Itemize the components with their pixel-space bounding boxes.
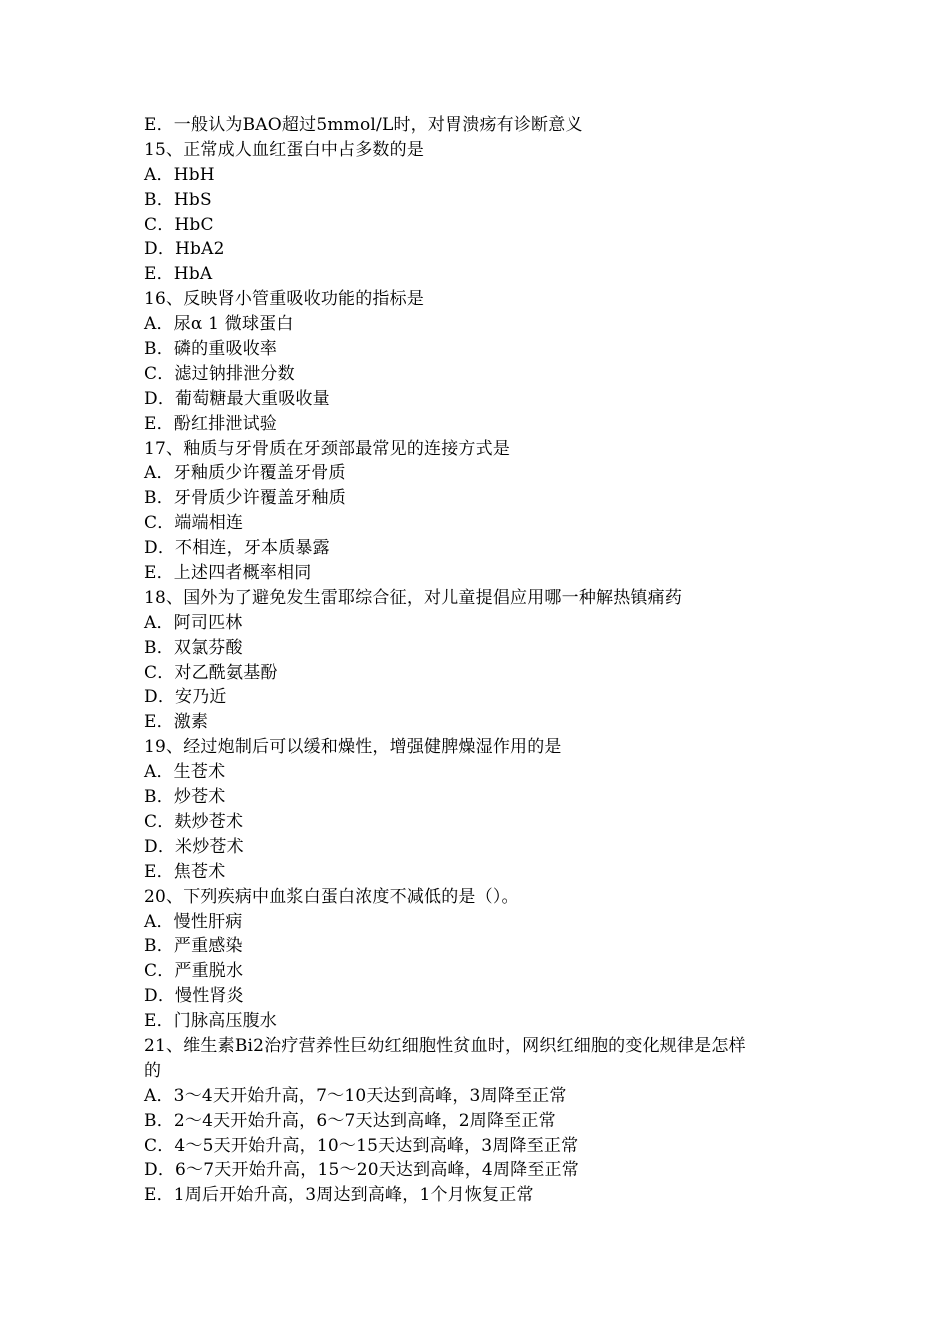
answer-option-c: C．端端相连 (144, 513, 244, 534)
answer-option-c: C．麸炒苍术 (144, 811, 244, 832)
answer-option-a: A．HbH (144, 164, 215, 185)
answer-option-a: A．生苍术 (144, 762, 226, 783)
answer-option-a: A．阿司匹林 (144, 612, 243, 633)
question-20: 20、下列疾病中血浆白蛋白浓度不减低的是（）。 (144, 886, 519, 907)
answer-option-e: E．HbA (144, 264, 213, 285)
answer-option-b: B．2～4天开始升高，6～7天达到高峰，2周降至正常 (144, 1110, 556, 1131)
answer-option-e: E．激素 (144, 712, 209, 733)
answer-option-e: E．酚红排泄试验 (144, 413, 278, 434)
answer-option-e: E．一般认为BAO超过5mmol/L时，对胃溃疡有诊断意义 (144, 115, 583, 135)
answer-option-d: D．HbA2 (144, 239, 225, 260)
answer-option-d: D．米炒苍术 (144, 836, 244, 857)
answer-option-b: B．HbS (144, 189, 212, 210)
answer-option-c: C．HbC (144, 214, 214, 235)
question-17: 17、釉质与牙骨质在牙颈部最常见的连接方式是 (144, 438, 511, 459)
question-16: 16、反映肾小管重吸收功能的指标是 (144, 289, 425, 310)
answer-option-b: B．严重感染 (144, 936, 243, 957)
answer-option-b: B．磷的重吸收率 (144, 339, 278, 360)
question-18: 18、国外为了避免发生雷耶综合征，对儿童提倡应用哪一种解热镇痛药 (144, 587, 683, 608)
answer-option-d: D．葡萄糖最大重吸收量 (144, 388, 330, 409)
answer-option-d: D．不相连，牙本质暴露 (144, 538, 330, 559)
document-page (144, 113, 824, 1208)
answer-option-d: D．慢性肾炎 (144, 986, 244, 1007)
question-21-continuation: 的 (144, 1060, 162, 1081)
answer-option-a: A．牙釉质少许覆盖牙骨质 (144, 463, 346, 484)
answer-option-a: A．3～4天开始升高，7～10天达到高峰，3周降至正常 (144, 1085, 567, 1106)
answer-option-e: E．1周后开始升高，3周达到高峰，1个月恢复正常 (144, 1185, 534, 1206)
answer-option-b: B．炒苍术 (144, 787, 226, 808)
answer-option-c: C．滤过钠排泄分数 (144, 363, 295, 384)
answer-option-e: E．门脉高压腹水 (144, 1011, 278, 1032)
answer-option-c: C．严重脱水 (144, 961, 244, 982)
answer-option-c: C．对乙酰氨基酚 (144, 662, 278, 683)
answer-option-a: A．慢性肝病 (144, 911, 243, 932)
answer-option-c: C．4～5天开始升高，10～15天达到高峰，3周降至正常 (144, 1135, 579, 1156)
answer-option-e: E．焦苍术 (144, 861, 226, 882)
answer-option-a: A．尿α 1 微球蛋白 (144, 314, 294, 335)
answer-option-d: D．6～7天开始升高，15～20天达到高峰，4周降至正常 (144, 1160, 579, 1181)
answer-option-e: E．上述四者概率相同 (144, 563, 312, 584)
question-15: 15、正常成人血红蛋白中占多数的是 (144, 139, 425, 160)
answer-option-d: D．安乃近 (144, 687, 227, 708)
question-19: 19、经过炮制后可以缓和燥性，增强健脾燥湿作用的是 (144, 737, 562, 758)
answer-option-b: B．牙骨质少许覆盖牙釉质 (144, 488, 346, 509)
question-21: 21、维生素Bi2治疗营养性巨幼红细胞性贫血时，网织红细胞的变化规律是怎样 (144, 1035, 746, 1056)
answer-option-b: B．双氯芬酸 (144, 637, 243, 658)
